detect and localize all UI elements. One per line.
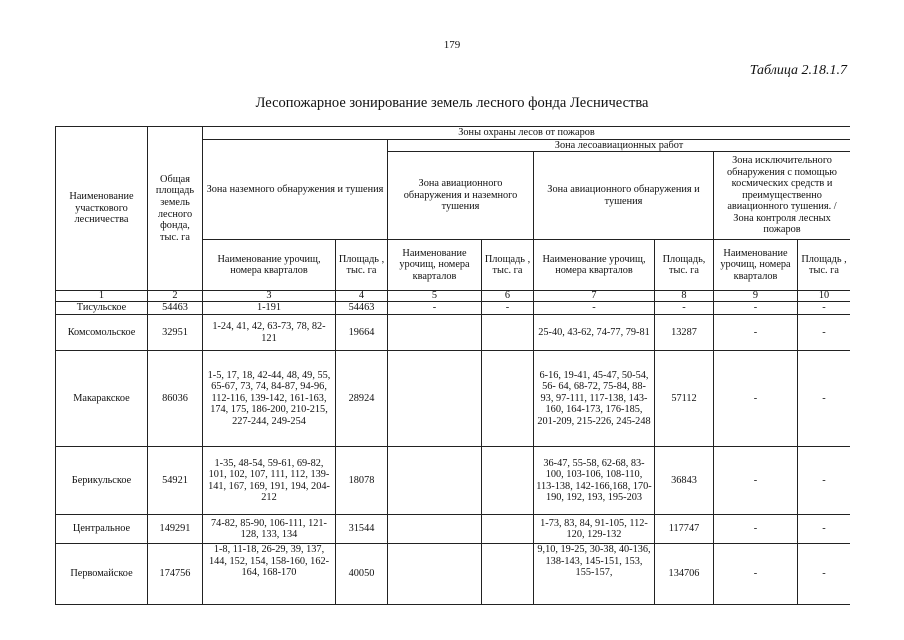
ground-zone-quarters: 1-35, 48-54, 59-61, 69-82, 101, 102, 107, 111, 112, 139-141, 167, 169, 191, 194, 204-212 (203, 447, 336, 515)
table-row (56, 515, 851, 544)
ground-zone-area: 19664 (336, 315, 388, 351)
column-number: 5 (388, 291, 482, 302)
aviation-ground-zone-quarters: - (388, 302, 482, 315)
aviation-zone-area: 117747 (655, 515, 714, 544)
header-aviation-area: Площадь, тыс. га (655, 240, 714, 291)
total-area: 54463 (148, 302, 203, 315)
total-area: 54921 (148, 447, 203, 515)
header-total-area: Общая площадь земель лесного фонда, тыс. га (148, 127, 203, 291)
table-row (56, 351, 851, 447)
column-number: 9 (714, 291, 798, 302)
exclusive-zone-quarters: - (714, 447, 798, 515)
aviation-ground-zone-quarters (388, 515, 482, 544)
exclusive-zone-area: - (798, 351, 851, 447)
total-area: 86036 (148, 351, 203, 447)
column-number-row (56, 291, 851, 302)
column-number: 2 (148, 291, 203, 302)
forestry-name: Первомайское (56, 544, 148, 605)
aviation-zone-area: - (655, 302, 714, 315)
column-number: 1 (56, 291, 148, 302)
header-aviation-ground-area: Площадь , тыс. га (482, 240, 534, 291)
aviation-ground-zone-area (482, 315, 534, 351)
header-exclusive-area: Площадь , тыс. га (798, 240, 851, 291)
ground-zone-area: 31544 (336, 515, 388, 544)
table-title: Лесопожарное зонирование земель лесного фонда Лесничества (255, 95, 649, 111)
ground-zone-quarters: 1-24, 41, 42, 63-73, 78, 82-121 (203, 315, 336, 351)
header-aviation-work-zone: Зона лесоавиационных работ (388, 139, 851, 152)
aviation-ground-zone-area (482, 447, 534, 515)
column-number: 10 (798, 291, 851, 302)
forestry-name: Берикульское (56, 447, 148, 515)
ground-zone-area: 28924 (336, 351, 388, 447)
exclusive-zone-area: - (798, 447, 851, 515)
header-row-1 (56, 127, 851, 140)
header-name: Наименование участкового лесничества (56, 127, 148, 291)
header-fire-zones: Зоны охраны лесов от пожаров (203, 127, 851, 140)
exclusive-zone-area: - (798, 515, 851, 544)
table-row (56, 447, 851, 515)
aviation-ground-zone-quarters (388, 315, 482, 351)
fire-zoning-table (55, 126, 850, 605)
fire-zoning-table-container (55, 126, 850, 640)
exclusive-zone-quarters: - (714, 544, 798, 605)
aviation-zone-quarters: 25-40, 43-62, 74-77, 79-81 (534, 315, 655, 351)
ground-zone-area: 54463 (336, 302, 388, 315)
header-ground-tracts: Наименование урочищ, номера кварталов (203, 240, 336, 291)
aviation-zone-quarters: 6-16, 19-41, 45-47, 50-54, 56- 64, 68-72, 75-84, 88-93, 97-111, 117-138, 143-160, 164-173, 176-185, 201-209, 215-226, 245-248 (534, 351, 655, 447)
column-number: 3 (203, 291, 336, 302)
total-area: 149291 (148, 515, 203, 544)
aviation-zone-quarters: - (534, 302, 655, 315)
ground-zone-quarters: 1-191 (203, 302, 336, 315)
exclusive-zone-area: - (798, 315, 851, 351)
forestry-name: Тисульское (56, 302, 148, 315)
aviation-zone-area: 134706 (655, 544, 714, 605)
aviation-ground-zone-quarters (388, 351, 482, 447)
table-row (56, 315, 851, 351)
page-number: 179 (443, 39, 461, 51)
aviation-ground-zone-area (482, 544, 534, 605)
table-row (56, 302, 851, 315)
aviation-ground-zone-area (482, 515, 534, 544)
aviation-zone-area: 36843 (655, 447, 714, 515)
aviation-ground-zone-area (482, 351, 534, 447)
exclusive-zone-area: - (798, 302, 851, 315)
header-aviation-ground-tracts: Наименование урочищ, номера кварталов (388, 240, 482, 291)
exclusive-zone-quarters: - (714, 515, 798, 544)
column-number: 4 (336, 291, 388, 302)
aviation-zone-quarters: 36-47, 55-58, 62-68, 83-100, 103-106, 108-110, 113-138, 142-166,168, 170-190, 192, 193, 195-203 (534, 447, 655, 515)
aviation-zone-area: 13287 (655, 315, 714, 351)
aviation-zone-area: 57112 (655, 351, 714, 447)
ground-zone-area: 40050 (336, 544, 388, 605)
header-ground-zone: Зона наземного обнаружения и тушения (203, 139, 388, 240)
column-number: 8 (655, 291, 714, 302)
exclusive-zone-area: - (798, 544, 851, 605)
header-ground-area: Площадь , тыс. га (336, 240, 388, 291)
header-exclusive-tracts: Наименование урочищ, номера кварталов (714, 240, 798, 291)
column-number: 7 (534, 291, 655, 302)
ground-zone-quarters: 1-5, 17, 18, 42-44, 48, 49, 55, 65-67, 73, 74, 84-87, 94-96, 112-116, 139-142, 161-163, 174, 175, 186-200, 210-215, 227-244, 249-254 (203, 351, 336, 447)
table-row (56, 544, 851, 605)
header-aviation-zone: Зона авиационного обнаружения и тушения (534, 152, 714, 240)
header-exclusive-zone: Зона исключительного обнаружения с помощью космических средств и преимущественно авиационного тушения. / Зона контроля лесных пожаров (714, 152, 851, 240)
forestry-name: Центральное (56, 515, 148, 544)
exclusive-zone-quarters: - (714, 351, 798, 447)
aviation-ground-zone-quarters (388, 447, 482, 515)
exclusive-zone-quarters: - (714, 302, 798, 315)
header-aviation-ground-zone: Зона авиационного обнаружения и наземного тушения (388, 152, 534, 240)
total-area: 174756 (148, 544, 203, 605)
forestry-name: Комсомольское (56, 315, 148, 351)
aviation-ground-zone-quarters (388, 544, 482, 605)
header-aviation-tracts: Наименование урочищ, номера кварталов (534, 240, 655, 291)
exclusive-zone-quarters: - (714, 315, 798, 351)
total-area: 32951 (148, 315, 203, 351)
table-label: Таблица 2.18.1.7 (749, 63, 847, 78)
aviation-zone-quarters: 9,10, 19-25, 30-38, 40-136, 138-143, 145-151, 153, 155-157, (534, 544, 655, 605)
forestry-name: Макаракское (56, 351, 148, 447)
ground-zone-quarters: 1-8, 11-18, 26-29, 39, 137, 144, 152, 154, 158-160, 162-164, 168-170 (203, 544, 336, 605)
ground-zone-quarters: 74-82, 85-90, 106-111, 121-128, 133, 134 (203, 515, 336, 544)
aviation-ground-zone-area: - (482, 302, 534, 315)
column-number: 6 (482, 291, 534, 302)
aviation-zone-quarters: 1-73, 83, 84, 91-105, 112-120, 129-132 (534, 515, 655, 544)
ground-zone-area: 18078 (336, 447, 388, 515)
